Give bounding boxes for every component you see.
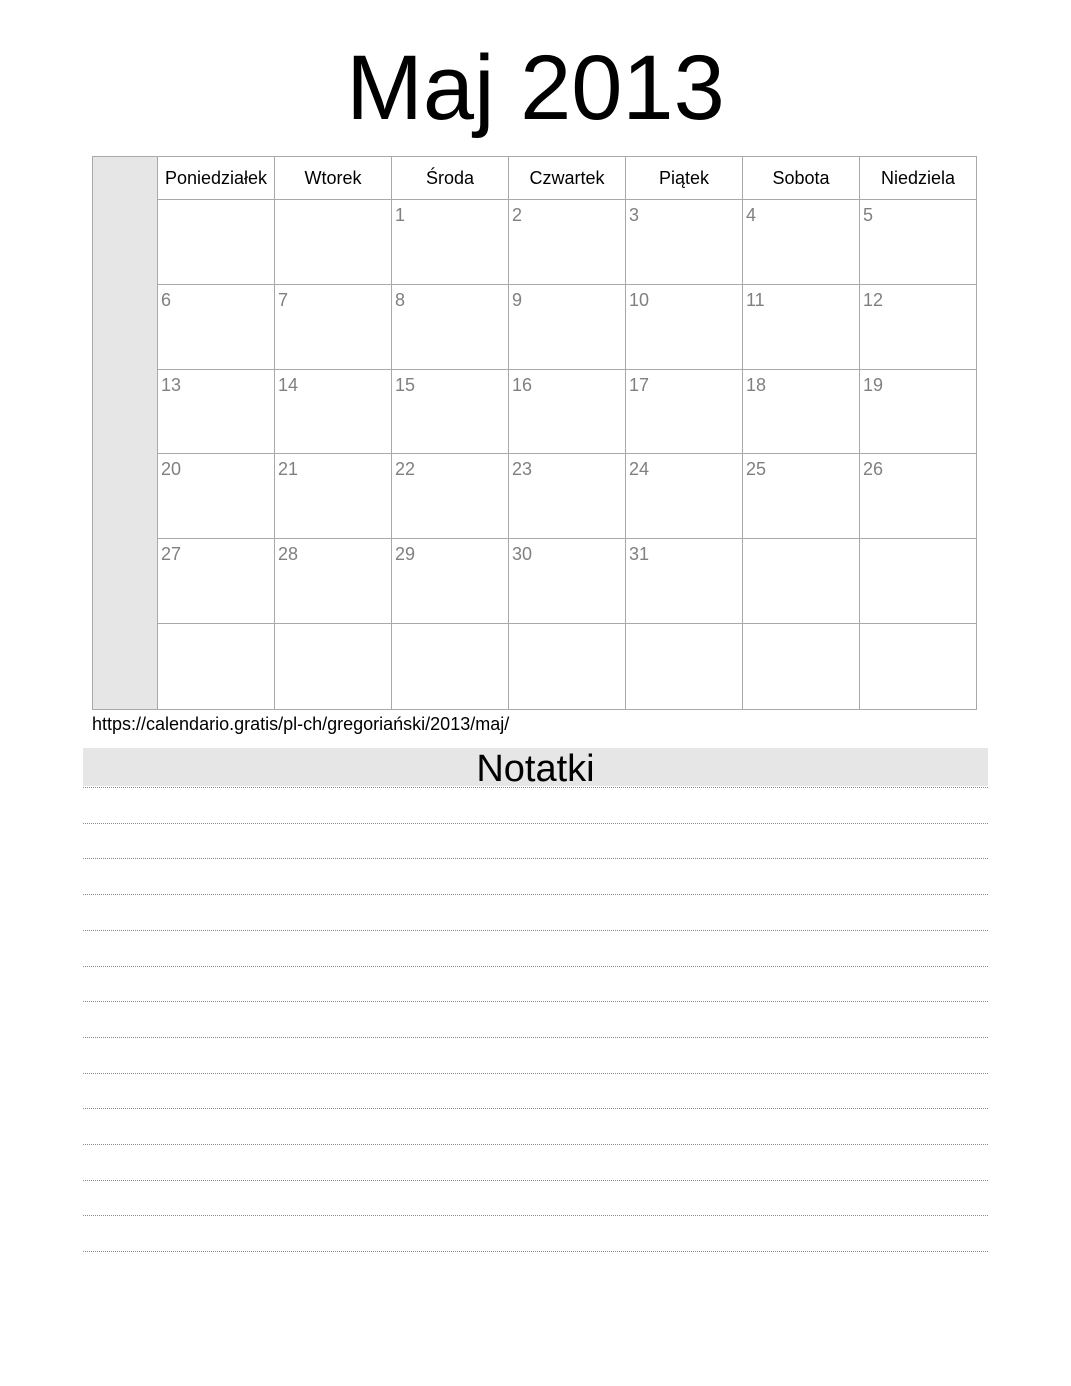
day-cell: 31 xyxy=(626,539,743,623)
weekday-header: Niedziela xyxy=(880,168,956,188)
day-cell: 21 xyxy=(275,454,392,538)
day-cell: 30 xyxy=(509,539,626,623)
day-cell xyxy=(392,624,509,709)
note-line xyxy=(83,1108,988,1109)
note-line xyxy=(83,1144,988,1145)
day-cell xyxy=(158,200,275,284)
note-line xyxy=(83,858,988,859)
day-cell: 20 xyxy=(158,454,275,538)
note-line xyxy=(83,1180,988,1181)
day-cell: 17 xyxy=(626,370,743,454)
day-cell: 7 xyxy=(275,285,392,369)
day-cell: 3 xyxy=(626,200,743,284)
day-cell: 5 xyxy=(863,205,874,225)
day-cell: 26 xyxy=(863,459,884,480)
month-calendar xyxy=(92,156,977,710)
day-cell: 13 xyxy=(158,370,275,454)
calendar-weeks xyxy=(158,200,976,709)
weekday-header: Poniedziałek xyxy=(158,157,275,199)
day-cell: 10 xyxy=(626,285,743,369)
day-cell: 12 xyxy=(863,289,884,310)
weekday-header: Środa xyxy=(392,157,509,199)
day-cell: 4 xyxy=(743,200,860,284)
weekday-header: Piątek xyxy=(626,157,743,199)
week-row xyxy=(158,454,976,539)
day-cell: 6 xyxy=(158,285,275,369)
week-row xyxy=(158,624,976,709)
notes-title: Notatki xyxy=(83,748,988,786)
day-cell xyxy=(743,624,860,709)
day-cell xyxy=(860,624,976,709)
week-number-column xyxy=(93,157,158,709)
day-cell xyxy=(509,624,626,709)
day-cell xyxy=(626,624,743,709)
day-cell: 1 xyxy=(392,200,509,284)
day-cell: 16 xyxy=(509,370,626,454)
note-line xyxy=(83,1001,988,1002)
note-line xyxy=(83,823,988,824)
day-cell: 22 xyxy=(392,454,509,538)
day-cell: 9 xyxy=(509,285,626,369)
week-row xyxy=(158,370,976,455)
day-cell xyxy=(860,539,976,623)
weekday-header: Czwartek xyxy=(509,157,626,199)
day-cell xyxy=(275,200,392,284)
note-line xyxy=(83,930,988,931)
day-cell: 15 xyxy=(392,370,509,454)
day-cell: 24 xyxy=(626,454,743,538)
weekday-header-row xyxy=(158,157,976,200)
note-line xyxy=(83,1251,988,1252)
day-cell: 29 xyxy=(392,539,509,623)
note-line xyxy=(83,787,988,788)
day-cell xyxy=(158,624,275,709)
week-row xyxy=(158,539,976,624)
day-cell: 2 xyxy=(509,200,626,284)
week-row xyxy=(158,200,976,285)
page-title: Maj 2013 xyxy=(346,37,725,139)
day-cell: 23 xyxy=(509,454,626,538)
weekday-header: Wtorek xyxy=(275,157,392,199)
note-line xyxy=(83,1037,988,1038)
note-line xyxy=(83,1073,988,1074)
source-url: https://calendario.gratis/pl-ch/gregoriański/2013/maj/ xyxy=(92,714,510,734)
day-cell: 27 xyxy=(158,539,275,623)
day-cell: 18 xyxy=(743,370,860,454)
day-cell: 25 xyxy=(743,454,860,538)
weekday-header: Sobota xyxy=(743,157,860,199)
day-cell: 14 xyxy=(275,370,392,454)
day-cell xyxy=(743,539,860,623)
calendar-grid xyxy=(158,157,976,709)
day-cell: 8 xyxy=(392,285,509,369)
day-cell: 19 xyxy=(863,374,884,395)
week-row xyxy=(158,285,976,370)
note-line xyxy=(83,966,988,967)
note-line xyxy=(83,894,988,895)
day-cell xyxy=(275,624,392,709)
note-line xyxy=(83,1215,988,1216)
day-cell: 28 xyxy=(275,539,392,623)
day-cell: 11 xyxy=(743,285,860,369)
